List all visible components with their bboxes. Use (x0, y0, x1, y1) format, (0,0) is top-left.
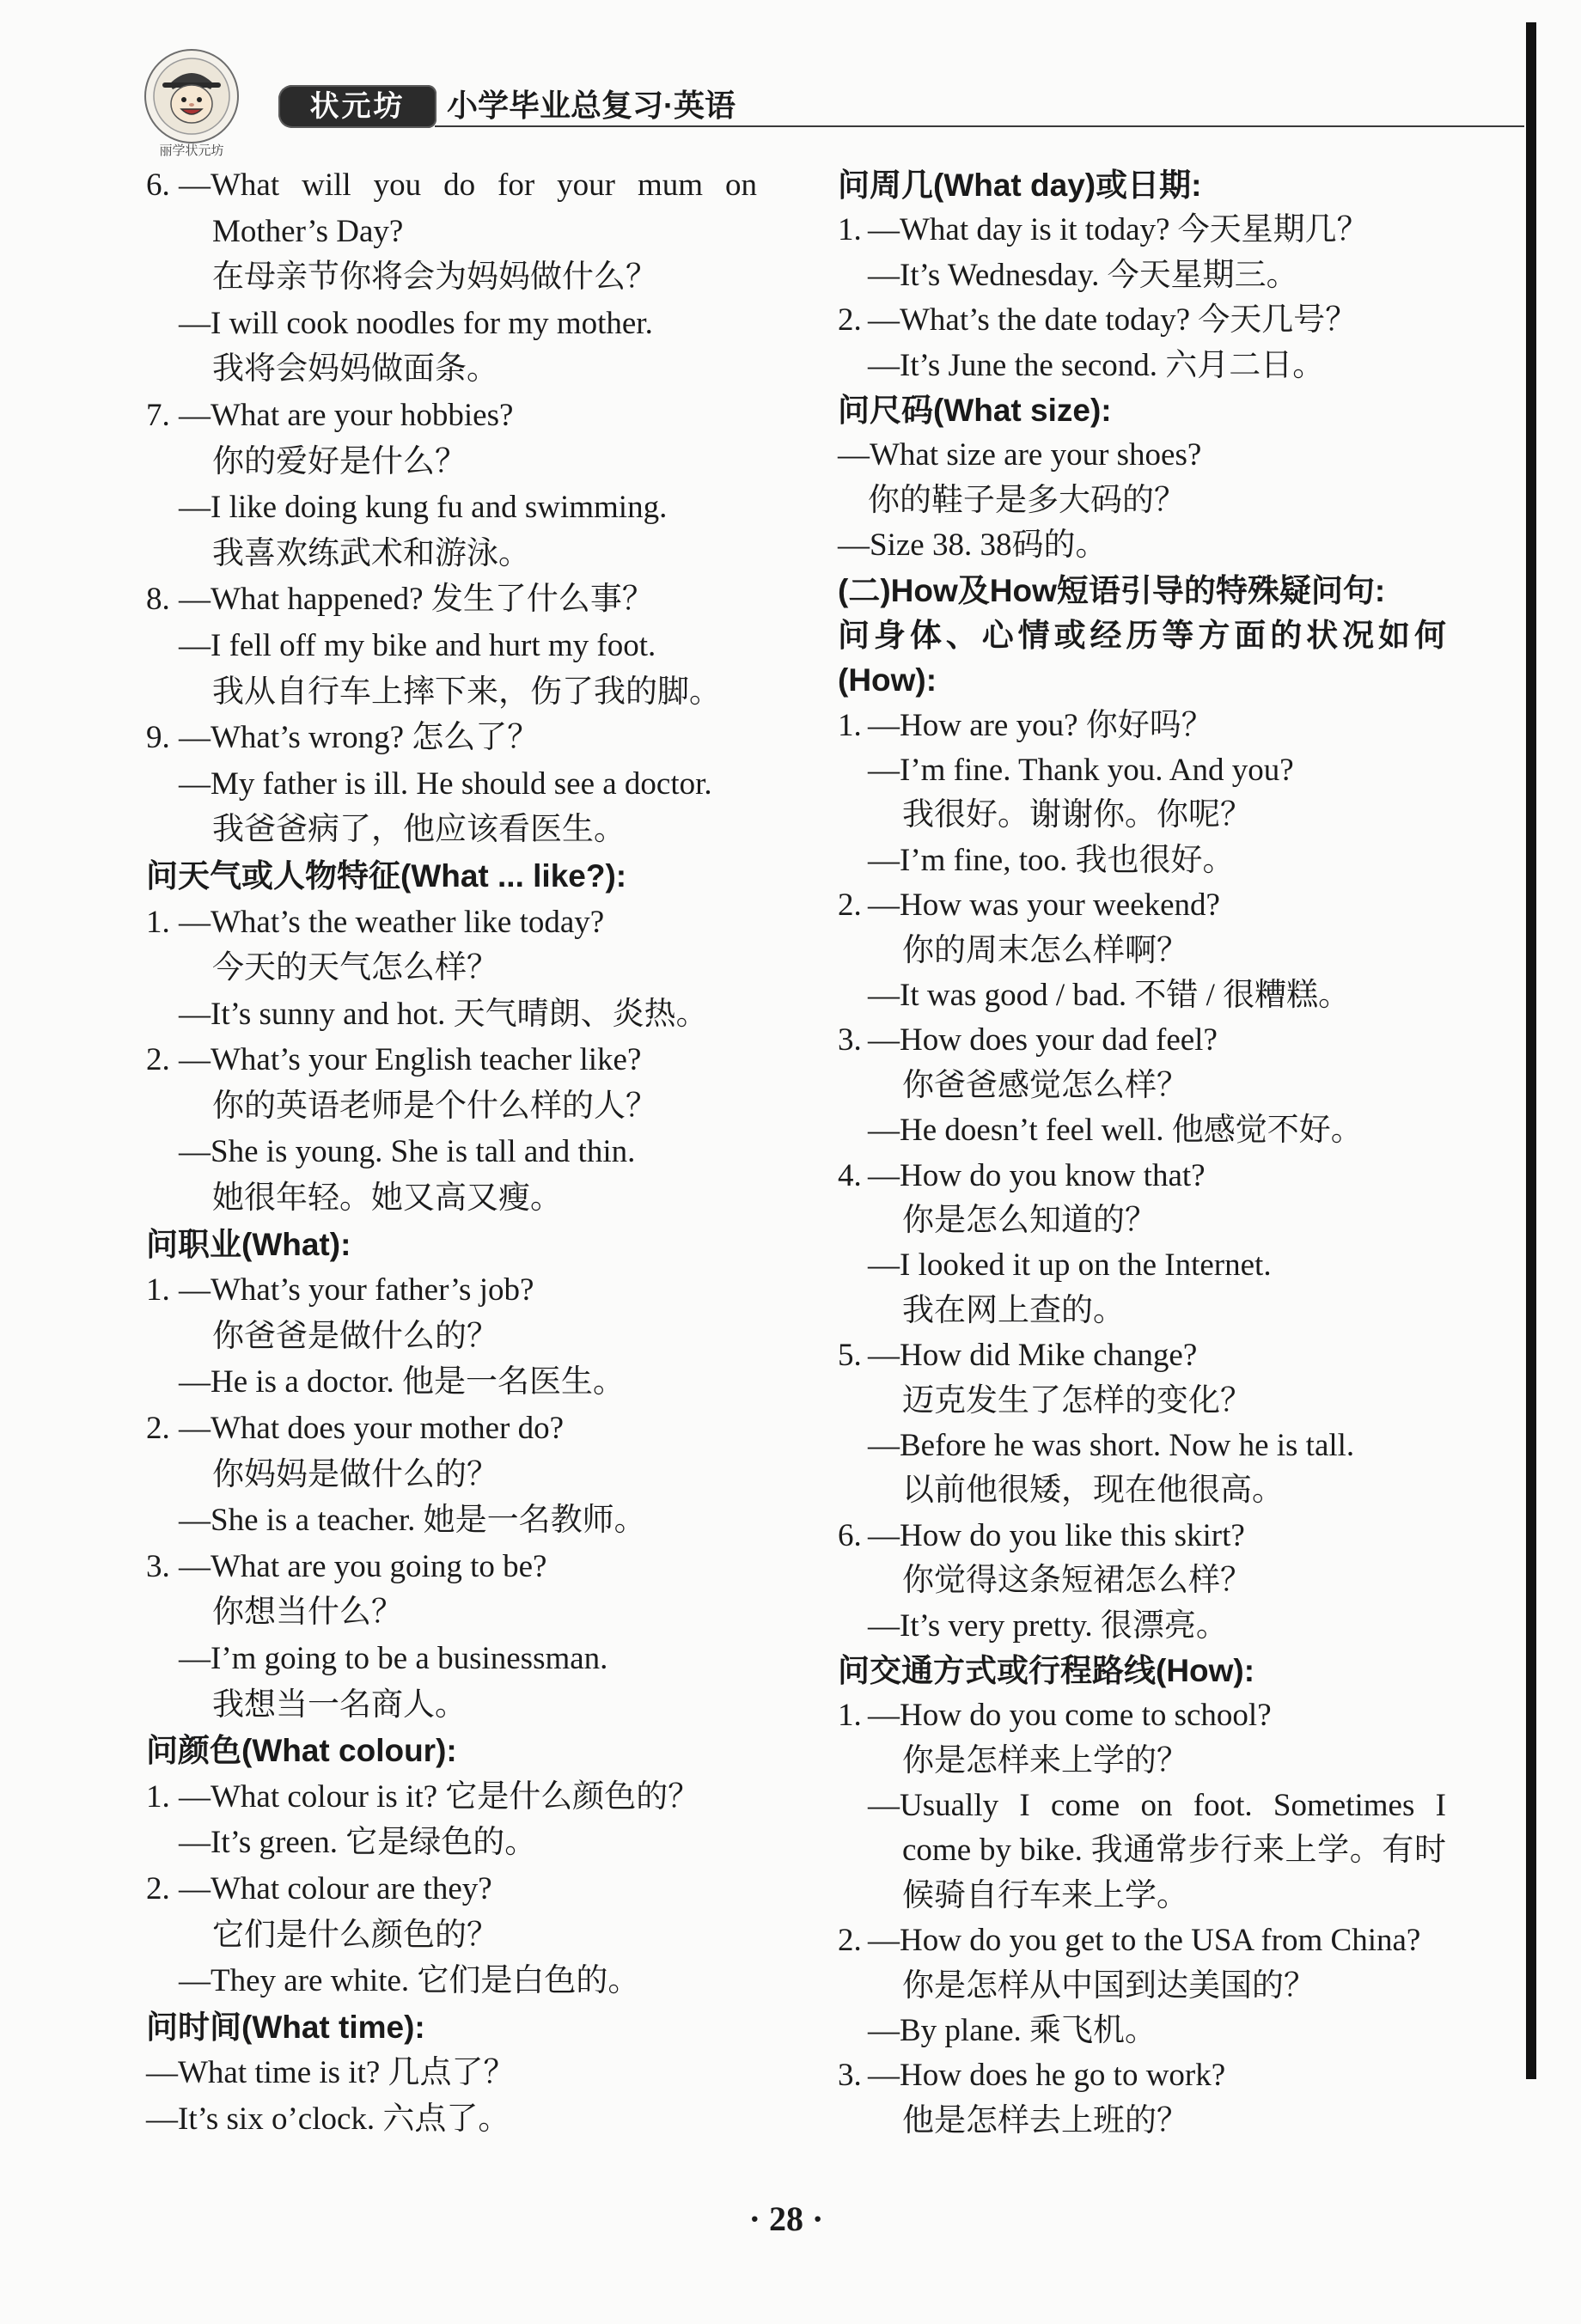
item-number: 1. (146, 1778, 170, 1815)
question-line (838, 208, 1446, 253)
translation-line: 你想当什么？ (212, 1595, 403, 1631)
publisher-logo-icon (143, 48, 240, 144)
logo-caption: 丽学状元坊 (159, 143, 224, 158)
answer-line: —She is a teacher. 她是一名教师。 (179, 1503, 646, 1539)
answer-line: —He is a doctor. 他是一名医生。 (179, 1364, 625, 1400)
translation-line: 我从自行车上摔下来，伤了我的脚。 (212, 674, 721, 710)
item-number: 2. (146, 1870, 170, 1906)
translation-line: 他是怎样去上班的？ (902, 2102, 1188, 2138)
translation-line: 以前他很矮，现在他很高。 (902, 1473, 1284, 1509)
question-text: —How did Mike change? (868, 1338, 1198, 1374)
translation-line: 你是怎么知道的？ (902, 1202, 1157, 1238)
translation-line: 在母亲节你将会为妈妈做什么？ (212, 259, 657, 296)
translation-line: 你的英语老师是个什么样的人？ (212, 1088, 657, 1124)
translation-line: 你妈妈是做什么的？ (212, 1456, 498, 1492)
answer-line: —I’m fine, too. 我也很好。 (868, 842, 1235, 878)
question-text: —What does your mother do? (179, 1411, 564, 1447)
question-line (146, 162, 757, 209)
answer-line: —It’s Wednesday. 今天星期三。 (868, 257, 1298, 293)
section-heading: 问时间(What time): (146, 2009, 425, 2045)
translation-line: 迈克发生了怎样的变化？ (902, 1382, 1252, 1418)
page-number: · 28 · (748, 2199, 824, 2238)
section-heading: 问交通方式或行程路线(How): (838, 1652, 1255, 1688)
answer-line: —It’s very pretty. 很漂亮。 (868, 1607, 1228, 1644)
question-line (838, 1693, 1446, 1738)
answer-line: —I’m going to be a businessman. (179, 1641, 608, 1676)
question-text: —What will you do for your mum on (179, 168, 757, 203)
answer-line: —It’s green. 它是绿色的。 (179, 1825, 537, 1861)
answer-line: —It’s six o’clock. 六点了。 (146, 2101, 510, 2137)
translation-line: 你是怎样来上学的？ (902, 1742, 1188, 1778)
question-text: —How was your weekend? (868, 888, 1220, 924)
question-text: —What’s the date today? 今天几号？ (868, 302, 1358, 339)
item-number: 7. (146, 397, 170, 433)
translation-line: 它们是什么颜色的？ (212, 1917, 498, 1953)
question-text: —How do you know that? (868, 1157, 1206, 1193)
answer-line: —It was good / bad. 不错 / 很糟糕。 (868, 978, 1351, 1014)
question-text: —How do you like this skirt? (868, 1517, 1245, 1553)
question-text: —What are your hobbies? (179, 397, 514, 433)
question-line (838, 704, 1446, 748)
translation-line: 她很年轻。她又高又瘦。 (212, 1180, 562, 1217)
answer-line: —My father is ill. He should see a doctor. (179, 766, 712, 802)
header-rule (435, 125, 1524, 127)
question-continuation: Mother’s Day? (212, 213, 404, 249)
question-text: —What day is it today? 今天星期几？ (868, 212, 1369, 248)
answer-line: —I looked it up on the Internet. (868, 1247, 1272, 1284)
item-number: 1. (838, 212, 862, 248)
answer-line: —She is young. She is tall and thin. (179, 1134, 636, 1170)
item-number: 1. (146, 904, 170, 940)
section-heading: 问周几(What day)或日期: (838, 168, 1202, 203)
question-line (838, 1018, 1446, 1063)
question-text: —What are you going to be? (179, 1548, 547, 1584)
question-text: —What’s your English teacher like? (179, 1042, 642, 1078)
question-line (146, 1037, 757, 1083)
translation-line: 你爸爸感觉怎么样？ (902, 1067, 1188, 1103)
subsection-heading: 问身体、心情或经历等方面的状况如何 (838, 617, 1446, 653)
translation-line: 我喜欢练武术和游泳。 (212, 535, 530, 571)
question-line (838, 298, 1446, 343)
section-heading: 问尺码(What size): (838, 392, 1112, 428)
left-column (146, 162, 757, 2143)
question-line (146, 393, 757, 439)
answer-line: —By plane. 乘飞机。 (868, 2013, 1157, 2049)
answer-line: —It’s June the second. 六月二日。 (868, 347, 1325, 383)
question-text: —What colour is it? 它是什么颜色的？ (179, 1778, 700, 1815)
question-line (838, 1514, 1446, 1558)
translation-line: 你的鞋子是多大码的？ (868, 482, 1186, 518)
subsection-heading-continuation: (How): (838, 662, 937, 698)
item-number: 6. (838, 1517, 862, 1553)
translation-line: 你的爱好是什么？ (212, 443, 467, 479)
answer-line: —I’m fine. Thank you. And you? (868, 753, 1294, 789)
question-line (146, 576, 757, 623)
item-number: 5. (838, 1338, 862, 1374)
translation-line: 我很好。谢谢你。你呢？ (902, 797, 1252, 833)
translation-line: 我在网上查的。 (902, 1292, 1125, 1328)
item-number: 2. (838, 302, 862, 339)
item-number: 3. (838, 1022, 862, 1058)
question-text: —What’s the weather like today? (179, 904, 605, 940)
translation-line: 我爸爸病了，他应该看医生。 (212, 812, 626, 848)
item-number: 2. (838, 1923, 862, 1959)
question-line (146, 1866, 757, 1912)
translation-line: 你是怎样从中国到达美国的？ (902, 1967, 1315, 2004)
item-number: 1. (146, 1272, 170, 1308)
item-number: 4. (838, 1157, 862, 1193)
section-heading: 问职业(What): (146, 1226, 351, 1262)
section-heading: (二)How及How短语引导的特殊疑问句: (838, 572, 1386, 608)
answer-line: —Before he was short. Now he is tall. (868, 1427, 1355, 1463)
item-number: 3. (146, 1548, 170, 1584)
question-text: —How do you get to the USA from China? (868, 1923, 1421, 1959)
answer-line: —He doesn’t feel well. 他感觉不好。 (868, 1113, 1363, 1149)
answer-line: —Usually I come on foot. Sometimes I (868, 1788, 1446, 1824)
question-line (146, 900, 757, 946)
question-line (146, 1406, 757, 1452)
answer-line: —I will cook noodles for my mother. (179, 305, 653, 341)
question-line (838, 1333, 1446, 1378)
answer-line: —I fell off my bike and hurt my foot. (179, 627, 656, 663)
question-line (838, 1918, 1446, 1963)
right-column (838, 163, 1446, 2144)
item-number: 6. (146, 168, 170, 203)
question-text: —How does your dad feel? (868, 1022, 1218, 1058)
question-line (146, 715, 757, 761)
answer-continuation: come by bike. 我通常步行来上学。有时 (902, 1833, 1446, 1869)
section-heading: 问天气或人物特征(What ... like?): (146, 857, 627, 894)
translation-line: 你的周末怎么样啊？ (902, 932, 1188, 968)
question-text: —How do you come to school? (868, 1698, 1272, 1734)
item-number: 1. (838, 707, 862, 743)
item-number: 2. (146, 1411, 170, 1447)
question-line (146, 1544, 757, 1590)
translation-line: 你爸爸是做什么的？ (212, 1318, 498, 1354)
scan-edge (1526, 22, 1536, 2079)
question-text: —What happened? 发生了什么事？ (179, 582, 654, 618)
item-number: 1. (838, 1698, 862, 1734)
book-title: 小学毕业总复习·英语 (447, 88, 736, 123)
question-text: —What’s wrong? 怎么了？ (179, 720, 540, 756)
question-text: —How does he go to work? (868, 2058, 1226, 2094)
question-line (838, 2053, 1446, 2098)
translation-line: 你觉得这条短裙怎么样？ (902, 1563, 1252, 1599)
answer-line: —I like doing kung fu and swimming. (179, 490, 668, 526)
item-number: 2. (838, 888, 862, 924)
question-line: —What size are your shoes? (838, 437, 1202, 473)
translation-line: 我将会妈妈做面条。 (212, 351, 498, 387)
question-line (146, 1774, 757, 1821)
answer-line: —Size 38. 38码的。 (838, 528, 1108, 564)
question-text: —How are you? 你好吗？ (868, 707, 1213, 743)
translation-line: 今天的天气怎么样？ (212, 950, 498, 986)
question-text: —What colour are they? (179, 1870, 492, 1906)
question-line (838, 1154, 1446, 1199)
item-number: 2. (146, 1042, 170, 1078)
item-number: 3. (838, 2058, 862, 2094)
question-line (146, 1267, 757, 1314)
translation-line: 我想当一名商人。 (212, 1687, 467, 1723)
question-line: —What time is it? 几点了？ (146, 2055, 516, 2091)
item-number: 9. (146, 720, 170, 756)
answer-line: —It’s sunny and hot. 天气晴朗、炎热。 (179, 996, 708, 1032)
answer-continuation: 候骑自行车来上学。 (902, 1877, 1188, 1913)
answer-line: —They are white. 它们是白色的。 (179, 1963, 640, 1999)
question-line (838, 883, 1446, 928)
item-number: 8. (146, 582, 170, 618)
brand-badge: 状元坊 (278, 85, 436, 128)
section-heading: 问颜色(What colour): (146, 1733, 457, 1769)
question-text: —What’s your father’s job? (179, 1272, 534, 1308)
